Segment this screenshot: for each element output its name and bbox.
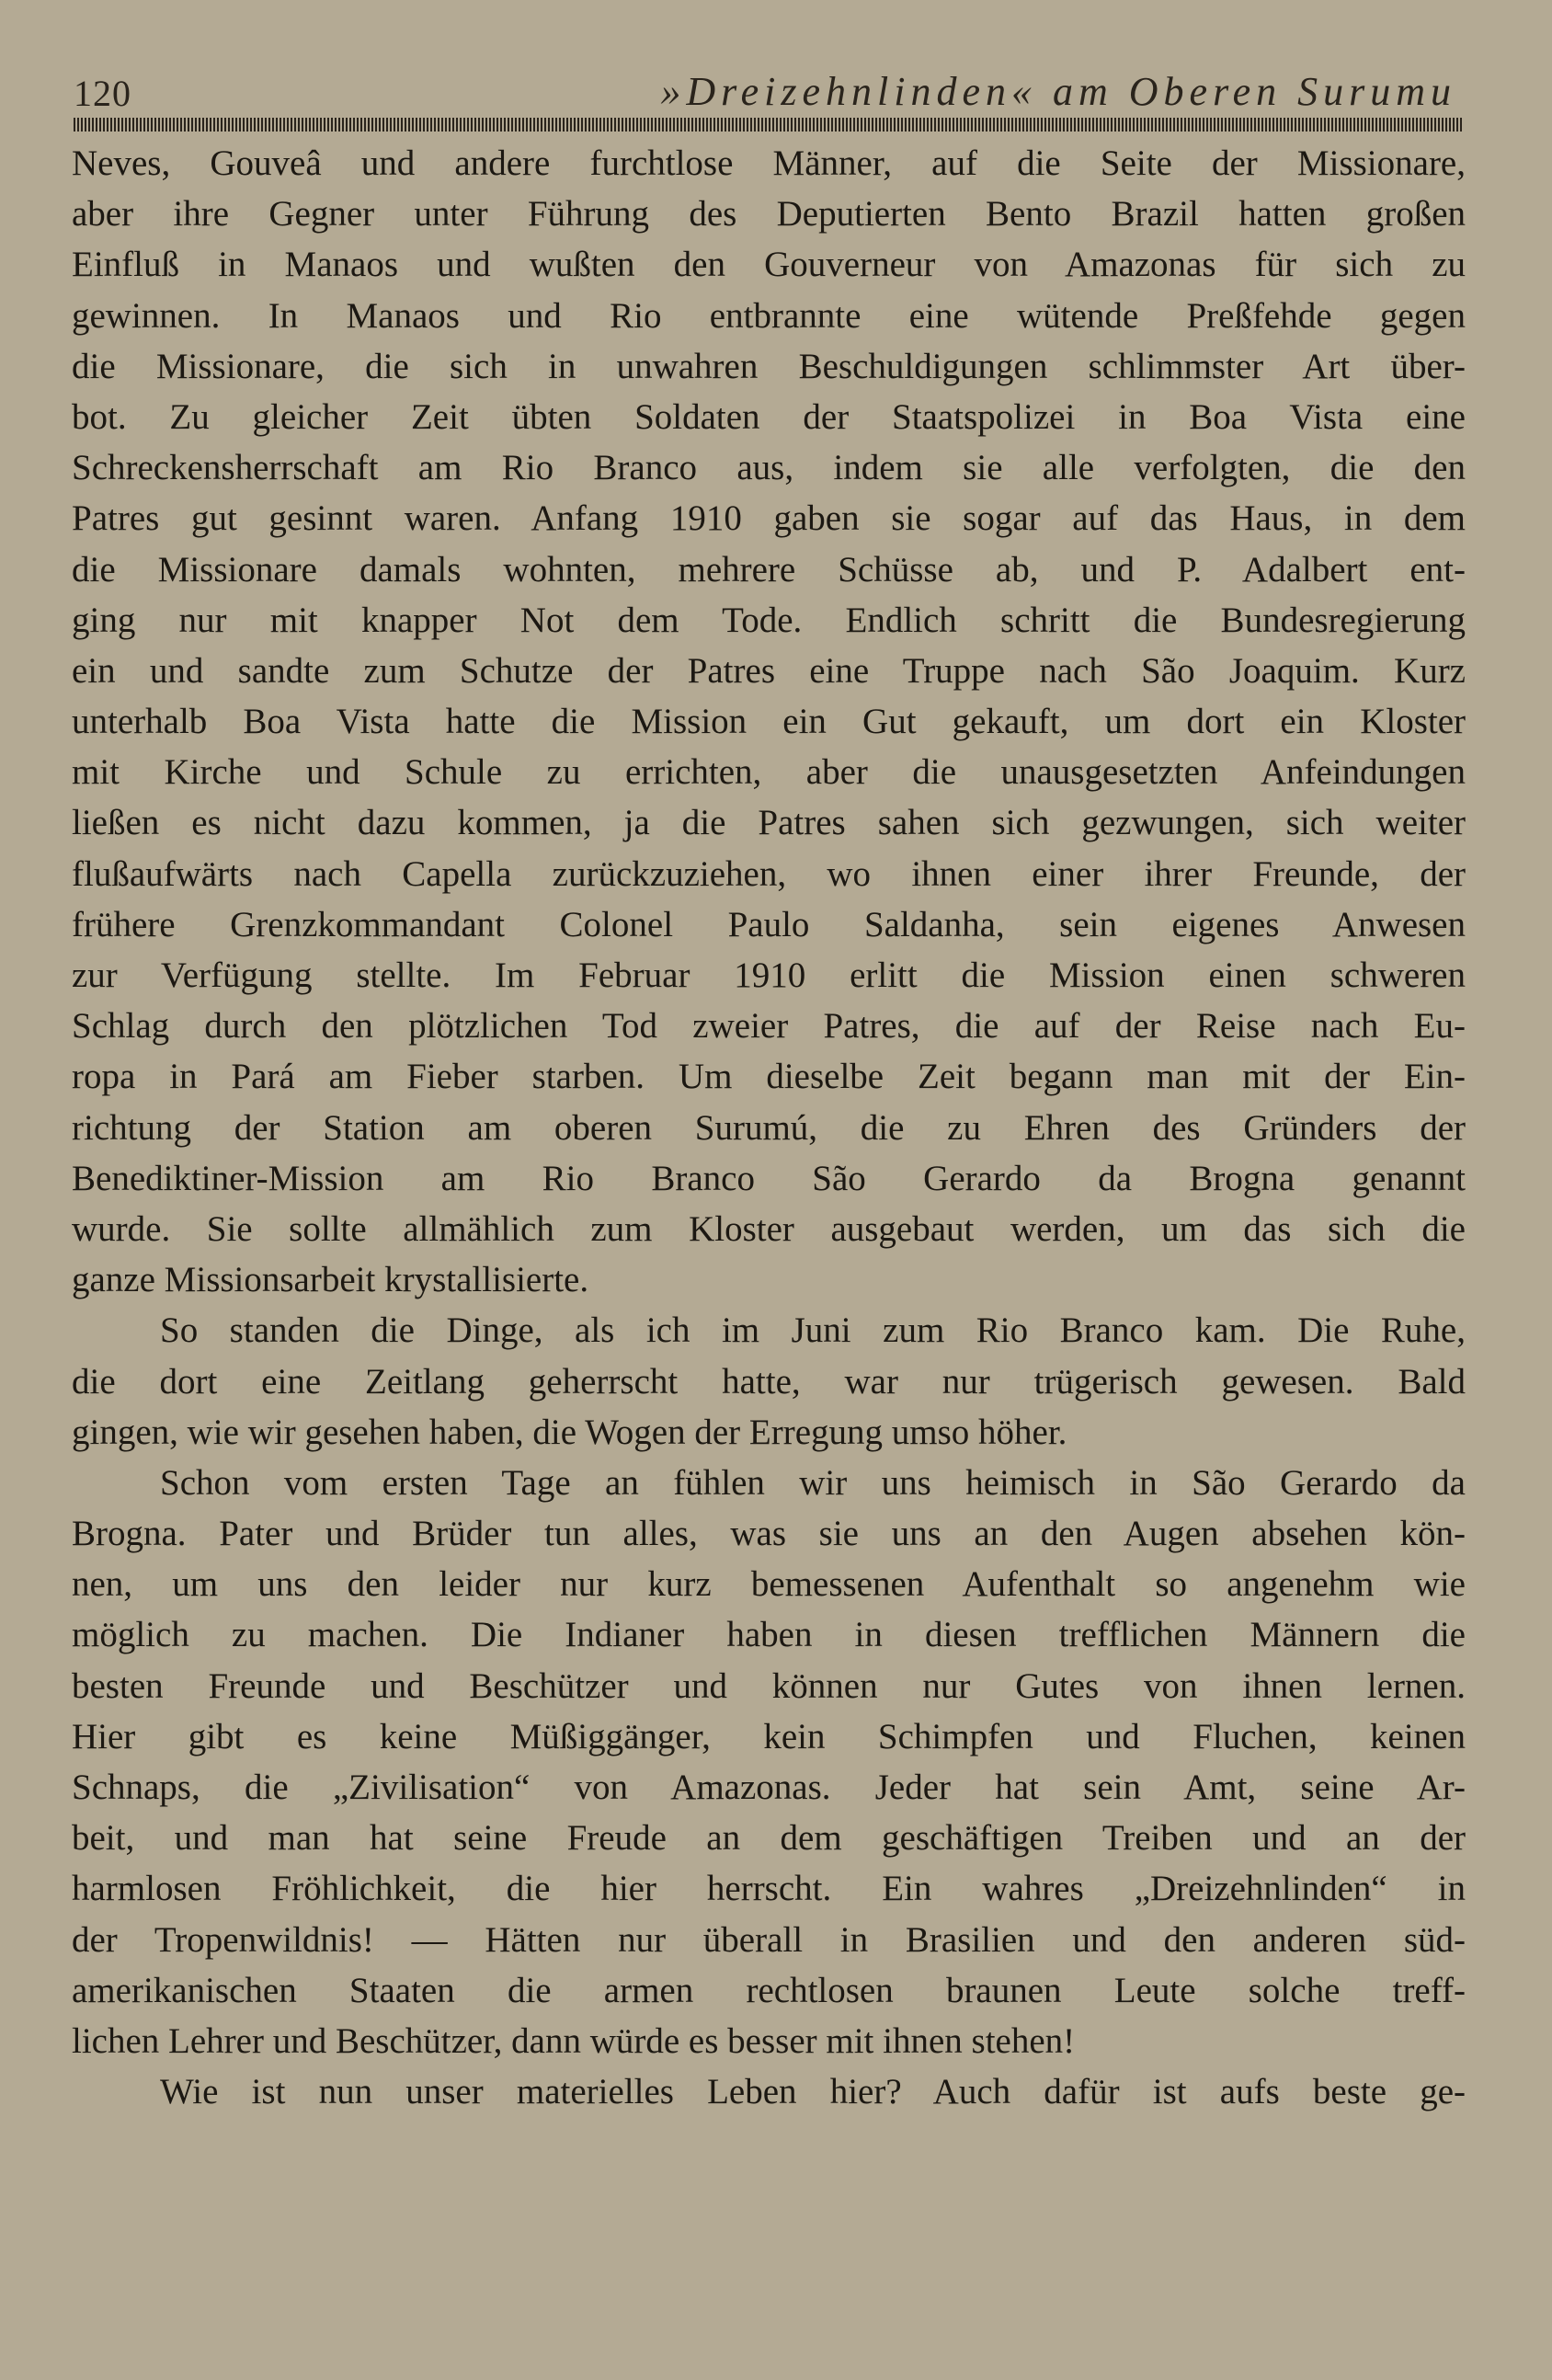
text-line: ganze Missionsarbeit krystallisierte. <box>72 1260 589 1300</box>
text-line: So standen die Dinge, als ich im Juni zum Rio Branco kam. Die Ruhe, <box>160 1310 1466 1351</box>
text-line: richtung der Station am oberen Surumú, die zu Ehren des Gründers der <box>72 1107 1466 1148</box>
text-line: Einfluß in Manaos und wußten den Gouverneur von Amazonas für sich zu <box>72 245 1466 285</box>
text-line: harmlosen Fröhlichkeit, die hier herrscht. Ein wahres „Dreizehnlinden“ in <box>72 1869 1466 1909</box>
body-text <box>72 138 1466 2117</box>
text-line: Hier gibt es keine Müßiggänger, kein Schimpfen und Fluchen, keinen <box>72 1716 1466 1756</box>
text-line: Neves, Gouveâ und andere furchtlose Männer, auf die Seite der Missionare, <box>72 143 1466 183</box>
text-line: ging nur mit knapper Not dem Tode. Endlich schritt die Bundesregierung <box>72 600 1466 640</box>
text-line: ließen es nicht dazu kommen, ja die Patres sahen sich gezwungen, sich weiter <box>72 803 1466 843</box>
text-line: Benediktiner-Mission am Rio Branco São Gerardo da Brogna genannt <box>72 1158 1466 1198</box>
text-line: Schlag durch den plötzlichen Tod zweier Patres, die auf der Reise nach Eu- <box>72 1006 1466 1047</box>
text-line: gingen, wie wir gesehen haben, die Wogen der Erregung umso höher. <box>72 1412 1067 1452</box>
text-line: lichen Lehrer und Beschützer, dann würde es besser mit ihnen stehen! <box>72 2020 1076 2061</box>
text-line: die Missionare, die sich in unwahren Beschuldigungen schlimmster Art über- <box>72 346 1466 386</box>
text-line: Brogna. Pater und Brüder tun alles, was sie uns an den Augen absehen kön- <box>72 1514 1466 1554</box>
text-line: der Tropenwildnis! — Hätten nur überall in Brasilien und den anderen süd- <box>72 1919 1466 1960</box>
text-line: unterhalb Boa Vista hatte die Mission ein Gut gekauft, um dort ein Kloster <box>72 702 1466 742</box>
text-line: die dort eine Zeitlang geherrscht hatte, war nur trügerisch gewesen. Bald <box>72 1361 1466 1402</box>
text-line: beit, und man hat seine Freude an dem geschäftigen Treiben und an der <box>72 1818 1466 1859</box>
text-line: wurde. Sie sollte allmählich zum Kloster ausgebaut werden, um das sich die <box>72 1208 1466 1249</box>
text-line: bot. Zu gleicher Zeit übten Soldaten der Staatspolizei in Boa Vista eine <box>72 396 1466 437</box>
text-line: Wie ist nun unser materielles Leben hier? Auch dafür ist aufs beste ge- <box>160 2072 1466 2112</box>
text-line: flußaufwärts nach Capella zurückzuziehen, wo ihnen einer ihrer Freunde, der <box>72 853 1466 894</box>
text-line: Schreckensherrschaft am Rio Branco aus, indem sie alle verfolgten, die den <box>72 448 1466 488</box>
running-title: »Dreizehnlinden« am Oberen Surumu <box>660 69 1456 114</box>
text-line: Patres gut gesinnt waren. Anfang 1910 gaben sie sogar auf das Haus, in dem <box>72 498 1466 539</box>
text-line: möglich zu machen. Die Indianer haben in diesen trefflichen Männern die <box>72 1615 1466 1655</box>
text-line: frühere Grenzkommandant Colonel Paulo Saldanha, sein eigenes Anwesen <box>72 904 1466 944</box>
text-line: ropa in Pará am Fieber starben. Um dieselbe Zeit begann man mit der Ein- <box>72 1057 1466 1097</box>
text-line: zur Verfügung stellte. Im Februar 1910 erlitt die Mission einen schweren <box>72 955 1466 995</box>
text-line: nen, um uns den leider nur kurz bemessenen Aufenthalt so angenehm wie <box>72 1564 1466 1605</box>
text-line: mit Kirche und Schule zu errichten, aber die unausgesetzten Anfeindungen <box>72 752 1466 793</box>
page-header <box>72 68 1466 120</box>
text-line: die Missionare damals wohnten, mehrere Schüsse ab, und P. Adalbert ent- <box>72 549 1466 589</box>
text-line: aber ihre Gegner unter Führung des Deputierten Bento Brazil hatten großen <box>72 194 1466 235</box>
text-line: gewinnen. In Manaos und Rio entbrannte eine wütende Preßfehde gegen <box>72 295 1466 336</box>
page-number: 120 <box>74 73 131 114</box>
text-line: Schnaps, die „Zivilisation“ von Amazonas. Jeder hat sein Amt, seine Ar- <box>72 1768 1466 1807</box>
text-line: besten Freunde und Beschützer und können nur Gutes von ihnen lernen. <box>72 1665 1466 1706</box>
text-line: ein und sandte zum Schutze der Patres eine Truppe nach São Joaquim. Kurz <box>72 650 1466 691</box>
text-line: amerikanischen Staaten die armen rechtlosen braunen Leute solche treff- <box>72 1970 1466 2010</box>
text-line: Schon vom ersten Tage an fühlen wir uns heimisch in São Gerardo da <box>160 1462 1466 1503</box>
header-rule <box>74 118 1462 132</box>
